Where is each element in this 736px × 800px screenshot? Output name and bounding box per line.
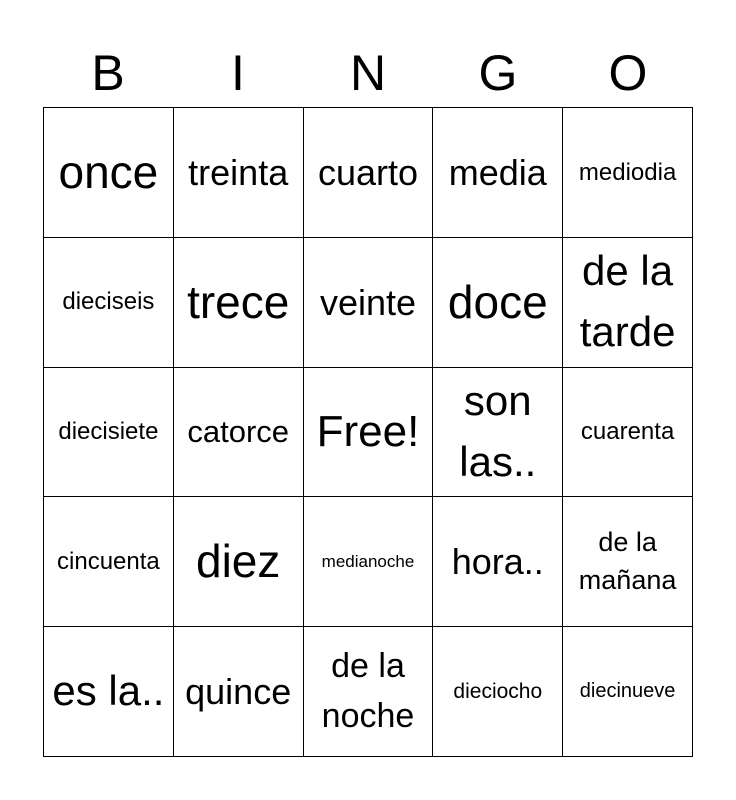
bingo-cell[interactable]: mediodia xyxy=(563,108,693,238)
header-letter-n: N xyxy=(349,45,387,101)
header-letter-g: G xyxy=(478,45,518,101)
header-letter-i: I xyxy=(231,45,245,101)
bingo-cell[interactable]: dieciocho xyxy=(433,627,563,757)
bingo-cell[interactable]: medianoche xyxy=(304,497,434,627)
free-space-cell[interactable]: Free! xyxy=(304,368,434,498)
bingo-cell[interactable]: cuarto xyxy=(304,108,434,238)
bingo-board xyxy=(43,107,693,757)
bingo-cell[interactable]: diecisiete xyxy=(44,368,174,498)
header-letter-b: B xyxy=(91,45,125,101)
bingo-cell[interactable]: dieciseis xyxy=(44,238,174,368)
bingo-cell[interactable]: son las.. xyxy=(433,368,563,498)
bingo-cell[interactable]: media xyxy=(433,108,563,238)
bingo-cell[interactable]: de la mañana xyxy=(563,497,693,627)
bingo-cell[interactable]: diez xyxy=(174,497,304,627)
bingo-cell[interactable]: doce xyxy=(433,238,563,368)
bingo-cell[interactable]: veinte xyxy=(304,238,434,368)
bingo-cell[interactable]: catorce xyxy=(174,368,304,498)
bingo-cell[interactable]: diecinueve xyxy=(563,627,693,757)
bingo-cell[interactable]: trece xyxy=(174,238,304,368)
bingo-cell[interactable]: treinta xyxy=(174,108,304,238)
bingo-cell[interactable]: hora.. xyxy=(433,497,563,627)
header-letter-o: O xyxy=(608,45,648,101)
bingo-cell[interactable]: es la.. xyxy=(44,627,174,757)
bingo-cell[interactable]: cuarenta xyxy=(563,368,693,498)
bingo-cell[interactable]: once xyxy=(44,108,174,238)
bingo-cell[interactable]: de la tarde xyxy=(563,238,693,368)
bingo-cell[interactable]: de la noche xyxy=(304,627,434,757)
bingo-header xyxy=(43,42,693,104)
bingo-cell[interactable]: quince xyxy=(174,627,304,757)
bingo-cell[interactable]: cincuenta xyxy=(44,497,174,627)
